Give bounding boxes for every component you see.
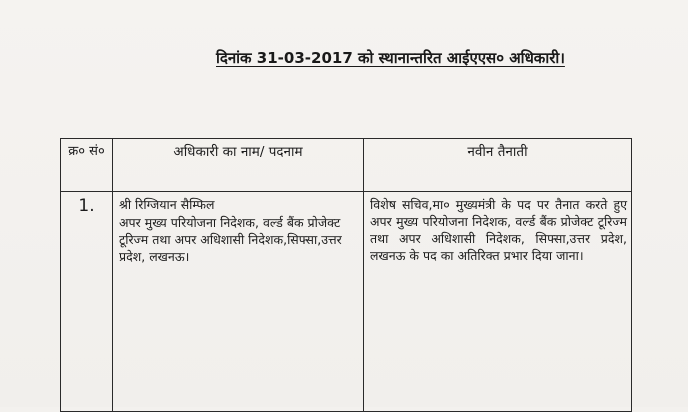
row-new-posting: विशेष सचिव,मा० मुख्यमंत्री के पद पर तैनात करते हुए अपर मुख्य परियोजना निदेशक, वर्ल्ड बैंक प्रोजेक्ट टूरिज्म तथा अपर अधिशासी निदेशक, सिफ्सा,उत्तर प्रदेश, लखनऊ के पद का अतिरिक्त प्रभार दिया जाना। — [364, 192, 632, 412]
transfer-table — [60, 138, 632, 412]
header-new-posting: नवीन तैनाती — [364, 139, 632, 192]
row-officer-details — [113, 192, 364, 412]
header-serial-number: क्र० सं० — [61, 139, 113, 192]
officer-designation: अपर मुख्य परियोजना निदेशक, वर्ल्ड बैंक प्रोजेक्ट टूरिज्म तथा अपर अधिशासी निदेशक,सिफ्सा,उत्तर प्रदेश, लखनऊ। — [119, 215, 342, 264]
row-serial-number: 1. — [61, 192, 113, 412]
table-row — [61, 192, 632, 412]
header-officer-name-designation: अधिकारी का नाम/ पदनाम — [113, 139, 364, 192]
document-heading: दिनांक 31-03-2017 को स्थानान्तरित आईएएस० अधिकारी। — [216, 49, 565, 67]
officer-name: श्री रिग्जियान सैम्फिल — [119, 197, 215, 212]
table-header-row — [61, 139, 632, 192]
